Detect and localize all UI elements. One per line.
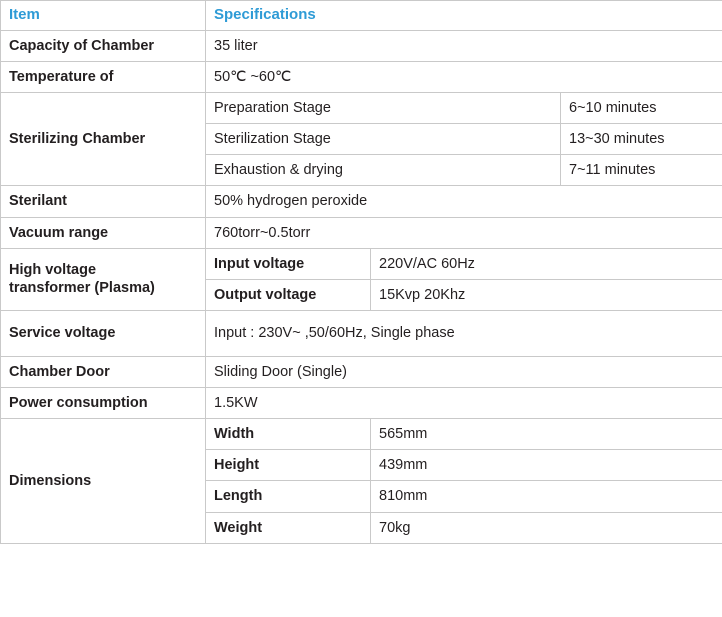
stage-time-exhaustion: 7~11 minutes [561,155,722,186]
table-row [1,217,722,248]
stage-name-exhaustion: Exhaustion & drying [206,155,561,186]
sub-value-length: 810mm [371,481,722,512]
row-label-sterilizing-chamber: Sterilizing Chamber [1,93,206,186]
sub-label-output-voltage: Output voltage [206,279,371,310]
row-label-service-voltage: Service voltage [1,310,206,356]
sub-label-length: Length [206,481,371,512]
row-label-power-consumption: Power consumption [1,388,206,419]
table-row [1,356,722,387]
table-row [1,248,722,279]
table-row [1,419,722,450]
table-row [1,61,722,92]
row-label-vacuum-range: Vacuum range [1,217,206,248]
table-row [1,310,722,356]
row-label-chamber-door: Chamber Door [1,356,206,387]
row-value-vacuum-range: 760torr~0.5torr [206,217,722,248]
row-label-capacity: Capacity of Chamber [1,30,206,61]
sub-value-weight: 70kg [371,512,722,543]
sub-label-input-voltage: Input voltage [206,248,371,279]
column-header-item: Item [1,1,206,31]
row-value-sterilant: 50% hydrogen peroxide [206,186,722,217]
sub-value-width: 565mm [371,419,722,450]
sub-label-height: Height [206,450,371,481]
table-row [1,186,722,217]
stage-name-preparation: Preparation Stage [206,93,561,124]
row-label-high-voltage-transformer [1,248,206,310]
row-label-dimensions: Dimensions [1,419,206,544]
stage-time-sterilization: 13~30 minutes [561,124,722,155]
stage-name-sterilization: Sterilization Stage [206,124,561,155]
table-header-row [1,1,722,31]
row-value-service-voltage: Input : 230V~ ,50/60Hz, Single phase [206,310,722,356]
row-value-temperature: 50℃ ~60℃ [206,61,722,92]
stage-time-preparation: 6~10 minutes [561,93,722,124]
row-value-capacity: 35 liter [206,30,722,61]
row-label-temperature: Temperature of [1,61,206,92]
row-value-chamber-door: Sliding Door (Single) [206,356,722,387]
table-row [1,93,722,124]
table-row [1,388,722,419]
sub-value-output-voltage: 15Kvp 20Khz [371,279,722,310]
sub-value-input-voltage: 220V/AC 60Hz [371,248,722,279]
row-label-sterilant: Sterilant [1,186,206,217]
column-header-specifications: Specifications [206,1,722,31]
label-line-2: transformer (Plasma) [9,280,155,297]
sub-value-height: 439mm [371,450,722,481]
sub-label-weight: Weight [206,512,371,543]
row-value-power-consumption: 1.5KW [206,388,722,419]
label-line-1: High voltage [9,262,97,279]
sub-label-width: Width [206,419,371,450]
table-row [1,30,722,61]
